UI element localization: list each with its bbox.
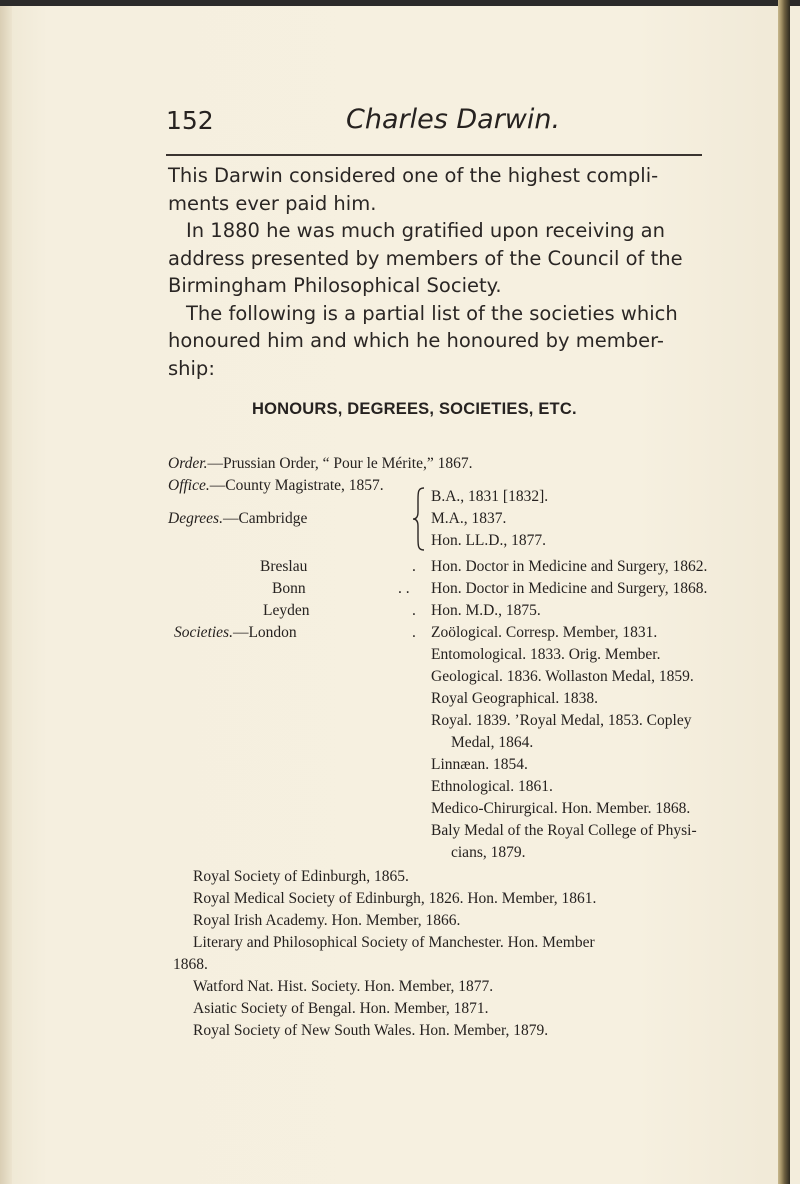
office-entry — [168, 475, 384, 497]
society-item: Royal. 1839. ’Royal Medal, 1853. Copley — [431, 712, 692, 729]
degrees-entry — [168, 508, 307, 530]
text-line: address presented by members of the Council of the — [168, 246, 683, 270]
degree-item: B.A., 1831 [1832]. — [431, 488, 549, 505]
degree-item: M.A., 1837. — [431, 510, 507, 527]
other-society: Royal Irish Academy. Hon. Member, 1866. — [193, 912, 461, 929]
university-place: Leyden — [263, 602, 310, 619]
running-title: Charles Darwin. — [346, 104, 561, 135]
book-edge — [778, 0, 790, 1184]
society-item: Geological. 1836. Wollaston Medal, 1859. — [431, 668, 694, 685]
degree-item: Hon. LL.D., 1877. — [431, 532, 546, 549]
degrees-place: —Cambridge — [222, 510, 308, 527]
other-society: 1868. — [173, 956, 208, 973]
scan-top-edge — [0, 0, 800, 6]
other-society: Royal Society of New South Wales. Hon. Member, 1879. — [193, 1022, 549, 1039]
running-header — [166, 106, 702, 146]
page-number: 152 — [166, 106, 214, 135]
brace-icon — [411, 486, 427, 552]
text-line: This Darwin considered one of the highest compli- — [168, 164, 659, 187]
text-line: honoured him and which he honoured by member- — [168, 329, 664, 352]
order-text: —Prussian Order, “ Pour le Mérite,” 1867. — [207, 455, 473, 472]
university-place: Breslau — [260, 558, 308, 575]
society-item: Linnæan. 1854. — [431, 756, 528, 773]
dot-leader: . — [412, 558, 416, 575]
text-line: The following is a partial list of the societies which — [186, 301, 678, 325]
header-rule — [166, 154, 702, 156]
other-society: Royal Society of Edinburgh, 1865. — [193, 868, 409, 885]
other-society: Literary and Philosophical Society of Manchester. Hon. Member — [193, 934, 595, 951]
degrees-label: Degrees. — [168, 510, 223, 527]
paragraph — [168, 300, 728, 383]
society-item: Entomological. 1833. Orig. Member. — [431, 646, 661, 663]
other-society: Watford Nat. Hist. Society. Hon. Member, 1877. — [193, 978, 494, 995]
text-line: ship: — [168, 356, 215, 380]
office-label: Office. — [168, 477, 210, 494]
dot-leader: . — [412, 624, 416, 641]
university-place: Bonn — [272, 580, 306, 597]
text-line: In 1880 he was much gratified upon receiving an — [186, 219, 665, 242]
society-item: Ethnological. 1861. — [431, 778, 553, 795]
university-desc: Hon. Doctor in Medicine and Surgery, 1868. — [431, 580, 708, 597]
page-gutter — [0, 0, 12, 1184]
university-desc: Hon. Doctor in Medicine and Surgery, 1862. — [431, 558, 708, 575]
society-item: Zoölogical. Corresp. Member, 1831. — [431, 624, 658, 641]
order-label: Order. — [168, 455, 208, 472]
university-desc: Hon. M.D., 1875. — [431, 602, 541, 619]
intro-text — [168, 162, 728, 382]
society-item: cians, 1879. — [451, 844, 526, 861]
text-line: Birmingham Philosophical Society. — [168, 274, 502, 297]
paragraph — [168, 162, 728, 217]
societies-label: Societies. — [174, 624, 233, 641]
order-entry — [168, 453, 472, 475]
section-title: HONOURS, DEGREES, SOCIETIES, ETC. — [252, 400, 577, 418]
other-society: Asiatic Society of Bengal. Hon. Member, 1871. — [193, 1000, 489, 1017]
society-item: Royal Geographical. 1838. — [431, 690, 599, 707]
other-society: Royal Medical Society of Edinburgh, 1826. Hon. Member, 1861. — [193, 890, 597, 907]
text-line: ments ever paid him. — [168, 191, 377, 215]
paragraph — [168, 217, 728, 300]
office-text: —County Magistrate, 1857. — [209, 477, 384, 494]
society-item: Medico-Chirurgical. Hon. Member. 1868. — [431, 800, 691, 817]
societies-entry — [174, 622, 297, 644]
society-item: Baly Medal of the Royal College of Physi- — [431, 822, 697, 839]
dot-leader: . — [412, 602, 416, 619]
societies-place: —London — [232, 624, 297, 641]
dot-leader: . . — [398, 580, 410, 597]
society-item: Medal, 1864. — [451, 734, 534, 751]
